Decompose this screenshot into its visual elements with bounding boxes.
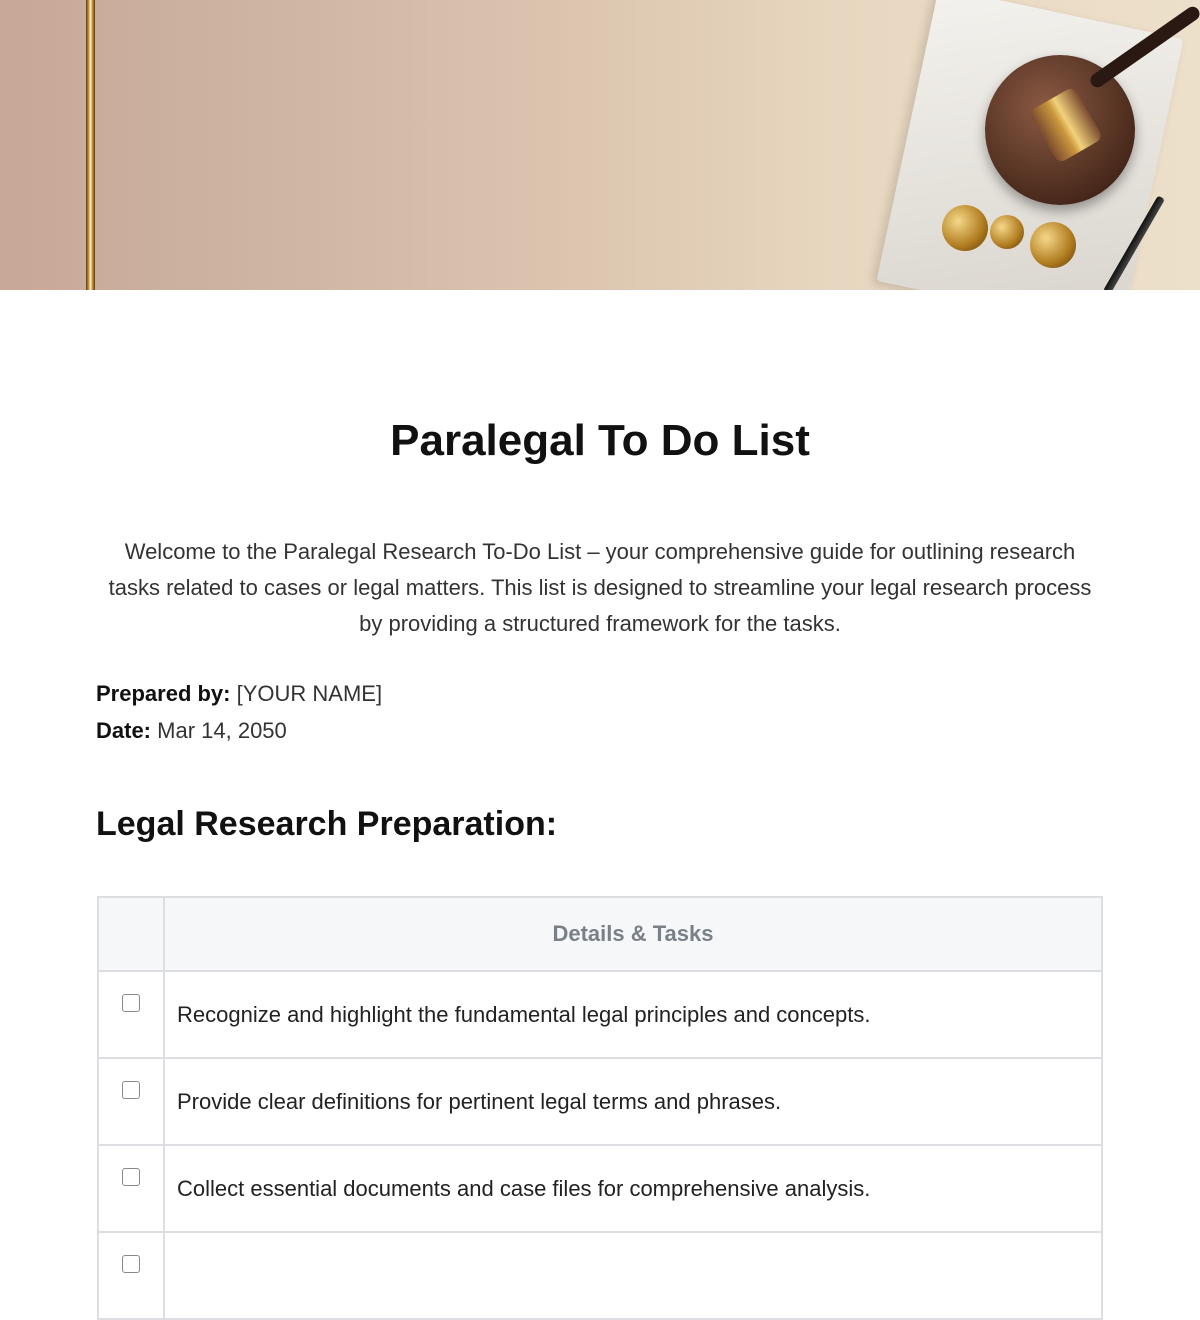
table-header-row: [98, 897, 1102, 971]
task-checkbox[interactable]: [122, 1255, 140, 1273]
task-text: Recognize and highlight the fundamental legal principles and concepts.: [164, 971, 1102, 1058]
scale-center: [990, 215, 1024, 249]
gold-accent-bar: [86, 0, 95, 290]
details-column-header: Details & Tasks: [164, 897, 1102, 971]
task-checkbox[interactable]: [122, 1168, 140, 1186]
document-title: Paralegal To Do List: [390, 416, 810, 465]
task-table: [97, 896, 1103, 1320]
checkbox-cell: [98, 971, 164, 1058]
prepared-by-value: [YOUR NAME]: [236, 681, 383, 706]
task-text: Provide clear definitions for pertinent legal terms and phrases.: [164, 1058, 1102, 1145]
section-title: Legal Research Preparation:: [96, 805, 558, 843]
table-row: [98, 1145, 1102, 1232]
task-text: Collect essential documents and case files for comprehensive analysis.: [164, 1145, 1102, 1232]
date-label: Date:: [96, 718, 152, 743]
task-checkbox[interactable]: [122, 994, 140, 1012]
date-line: [96, 718, 287, 744]
checkbox-cell: [98, 1145, 164, 1232]
header-banner: [0, 0, 1200, 290]
task-text: [164, 1232, 1102, 1319]
task-checkbox[interactable]: [122, 1081, 140, 1099]
table-row: [98, 1058, 1102, 1145]
prepared-by-line: [96, 681, 382, 707]
scale-pan-left: [942, 205, 988, 251]
scale-pan-right: [1030, 222, 1076, 268]
table-row: [98, 1232, 1102, 1319]
intro-paragraph: Welcome to the Paralegal Research To-Do List – your comprehensive guide for outlining research tasks related to cases or legal matters. This list is designed to streamline your legal research process by providing a structured framework for the tasks.: [108, 539, 1092, 636]
prepared-by-label: Prepared by:: [96, 681, 231, 706]
checkbox-cell: [98, 1232, 164, 1319]
table-row: [98, 971, 1102, 1058]
checkbox-cell: [98, 1058, 164, 1145]
checkbox-column-header: [98, 897, 164, 971]
date-value: Mar 14, 2050: [157, 718, 287, 743]
